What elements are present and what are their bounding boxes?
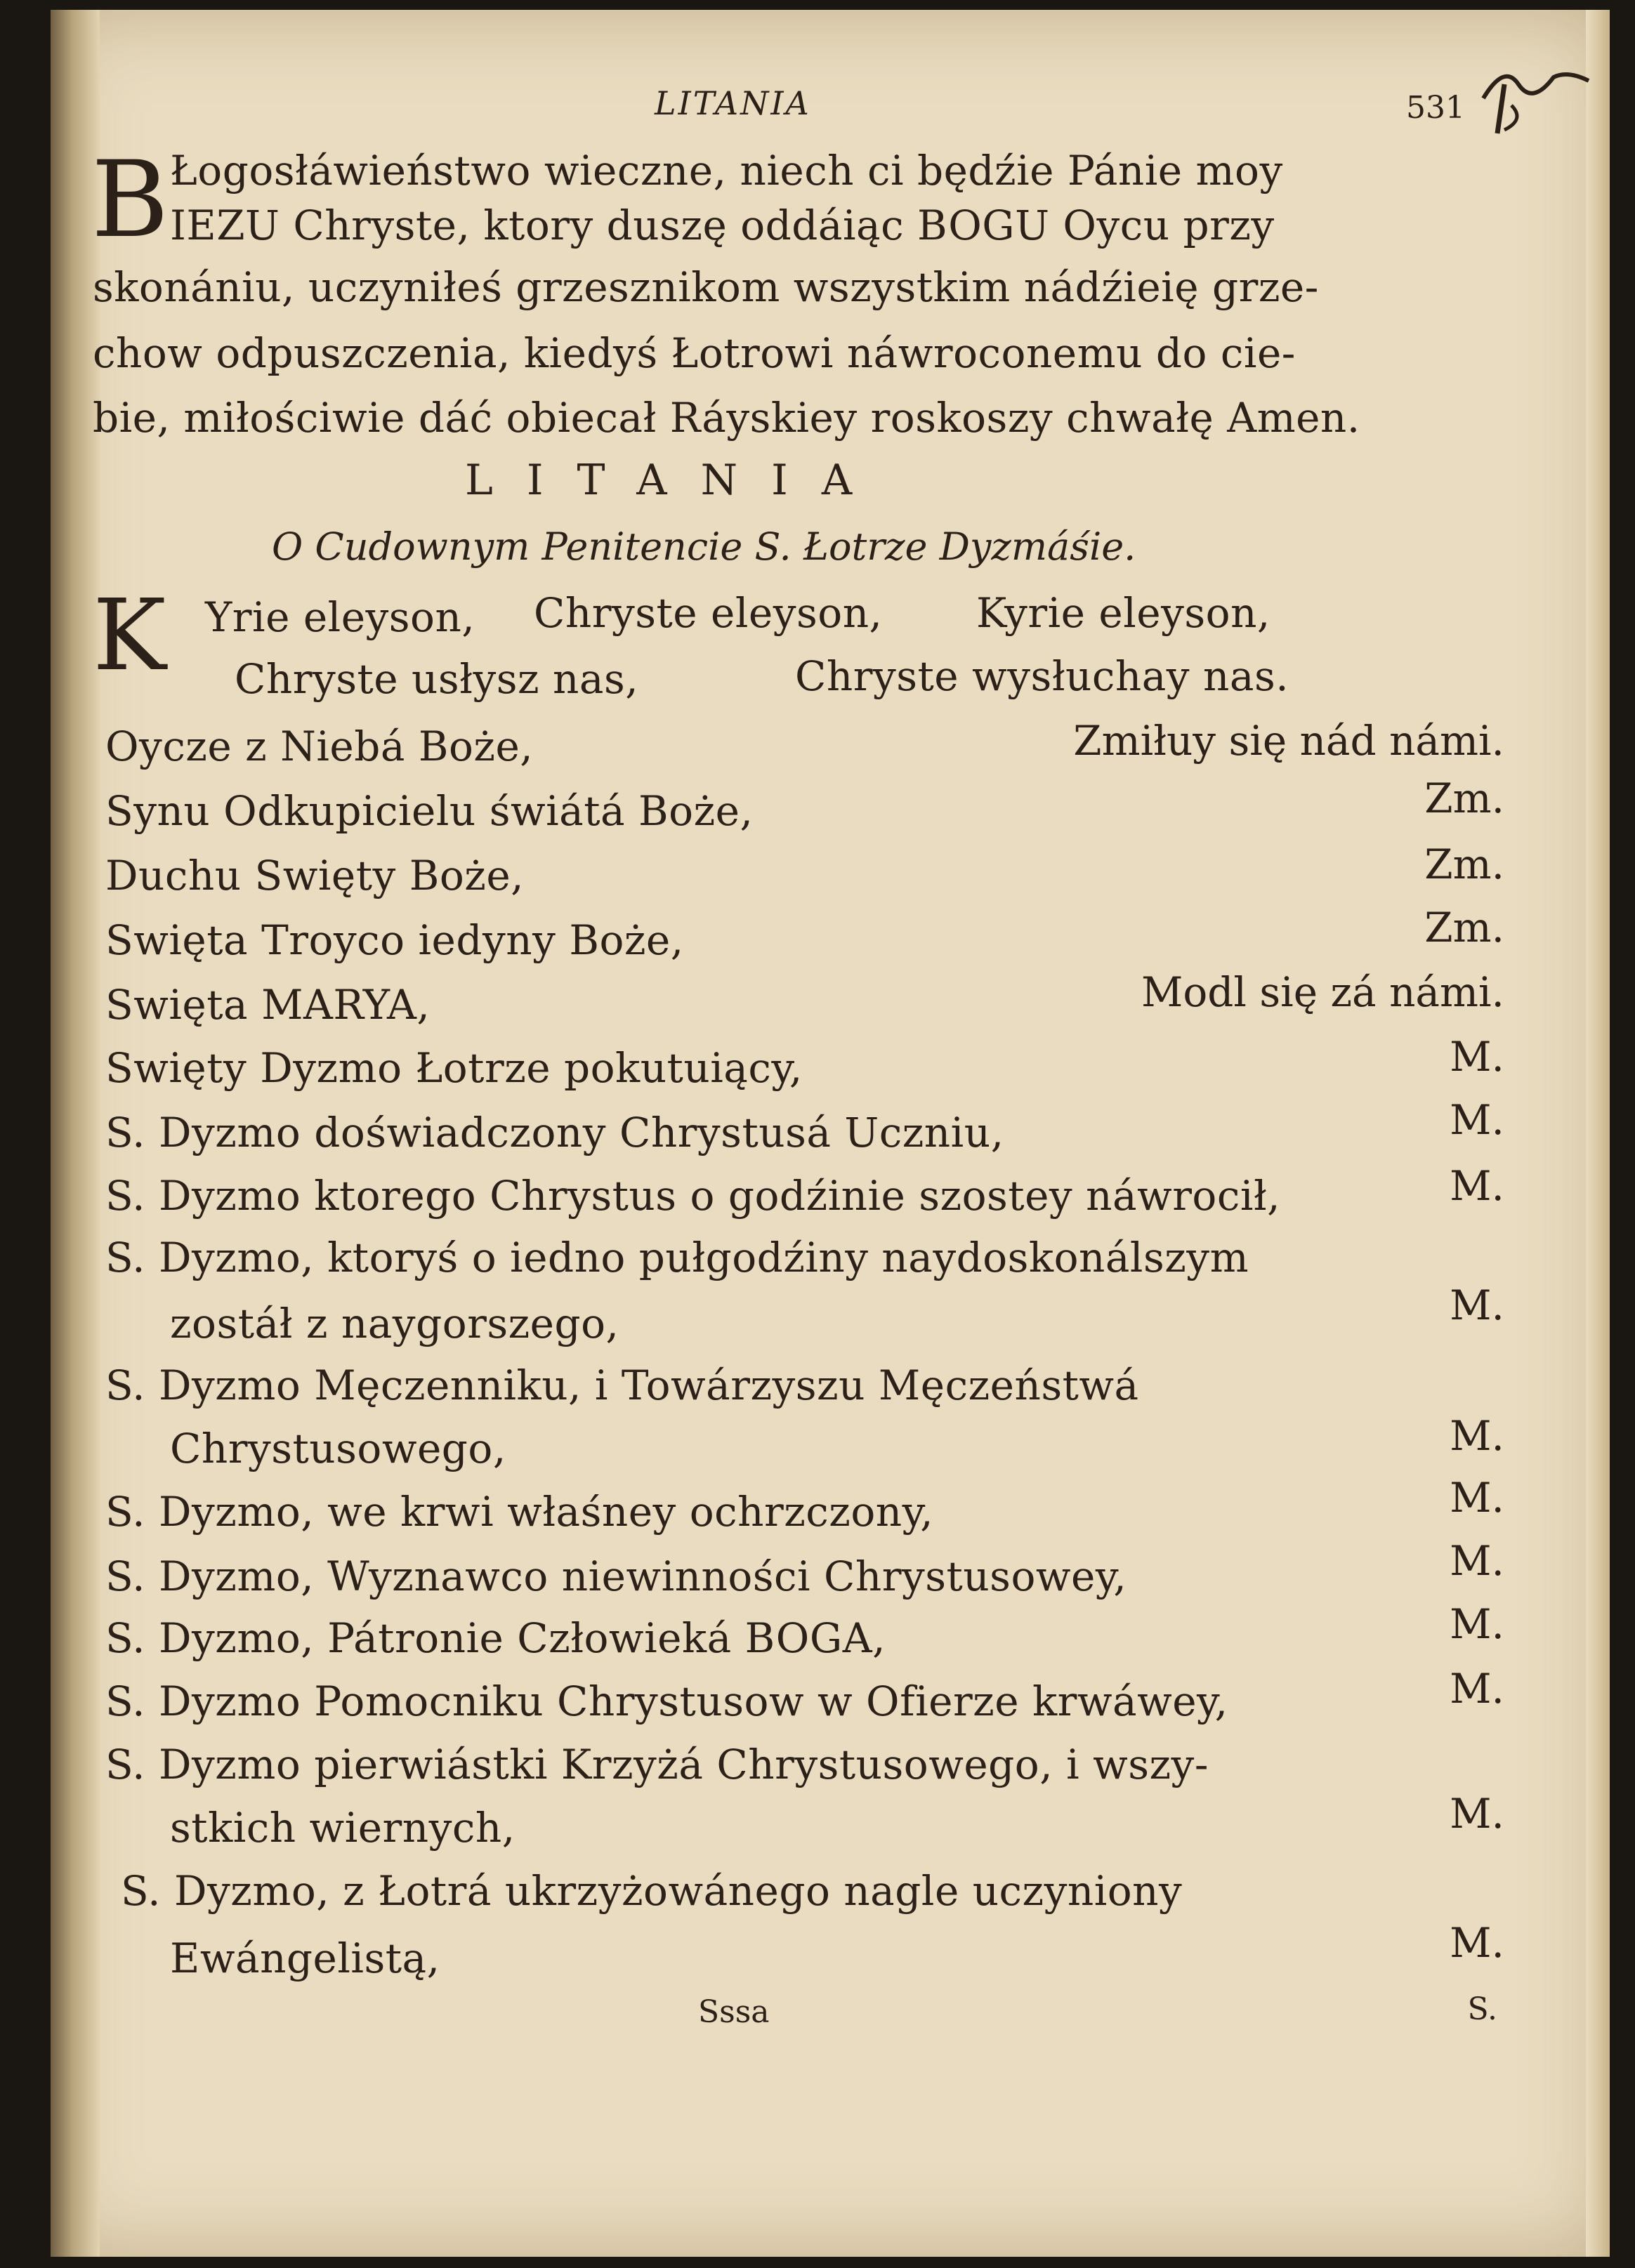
invocation-response: M. xyxy=(1450,1281,1504,1329)
invocation-response: M. xyxy=(1450,1096,1504,1144)
invocation-response: M. xyxy=(1450,1537,1504,1585)
invocation-response: Zmiłuy się nád námi. xyxy=(1073,717,1504,765)
invocation-response: Zm. xyxy=(1424,840,1504,888)
page-edge xyxy=(1586,10,1610,2257)
invocation-text: stkich wiernych, xyxy=(170,1804,516,1852)
invocation-response: M. xyxy=(1450,1162,1504,1210)
invocation-text: Swięta Troyco iedyny Boże, xyxy=(105,916,684,964)
invocation-text: S. Dyzmo Męczenniku, i Towárzyszu Męczeństwá xyxy=(105,1362,1139,1409)
invocation-text: Swięta MARYA, xyxy=(105,981,431,1029)
invocation-text: S. Dyzmo Pomocniku Chrystusow w Ofierze krwáwey, xyxy=(105,1677,1228,1725)
invocation-text: S. Dyzmo, z Łotrá ukrzyżowánego nagle uczyniony xyxy=(121,1867,1183,1915)
invocation-text: Chrystusowego, xyxy=(170,1425,506,1472)
litany-title: LITANIA xyxy=(465,456,886,505)
invocation-response: M. xyxy=(1450,1600,1504,1648)
signature-mark: Sssa xyxy=(698,1994,770,2030)
drop-cap-b: B xyxy=(91,139,169,261)
prayer-line: chow odpuszczenia, kiedyś Łotrowi náwroconemu do cie- xyxy=(93,329,1296,377)
invocation-text: Swięty Dyzmo Łotrze pokutuiący, xyxy=(105,1044,803,1092)
invocation-text: S. Dyzmo, ktoryś o iedno pułgodźiny naydoskonálszym xyxy=(105,1234,1249,1281)
invocation-text: S. Dyzmo doświadczony Chrystusá Uczniu, xyxy=(105,1109,1004,1156)
litany-subtitle: O Cudownym Penitencie S. Łotrze Dyzmáśie. xyxy=(272,525,1136,569)
invocation-text: Duchu Swięty Boże, xyxy=(105,852,525,899)
invocation-text: Ewángelistą, xyxy=(170,1934,440,1982)
kyrie-part: Yrie eleyson, xyxy=(205,593,475,641)
running-header: LITANIA xyxy=(655,84,811,122)
kyrie-part: Kyrie eleyson, xyxy=(976,589,1270,637)
invocation-text: S. Dyzmo, Wyznawco niewinności Chrystusowey, xyxy=(105,1552,1127,1600)
invocation-response: M. xyxy=(1450,1033,1504,1081)
kyrie-part: Chryste eleyson, xyxy=(534,589,883,637)
invocation-text: S. Dyzmo pierwiástki Krzyżá Chrystusowego, i wszy- xyxy=(105,1741,1209,1788)
drop-cap-k: K xyxy=(93,579,166,693)
invocation-text: S. Dyzmo ktorego Chrystus o godźinie szostey náwrocił, xyxy=(105,1172,1281,1220)
handwritten-mark-icon xyxy=(1476,56,1596,140)
invocation-response: M. xyxy=(1450,1790,1504,1838)
invocation-text: S. Dyzmo, we krwi właśney ochrzczony, xyxy=(105,1488,934,1536)
kyrie-part: Chryste wysłuchay nas. xyxy=(795,652,1289,700)
prayer-line: IEZU Chryste, ktory duszę oddáiąc BOGU Oycu przy xyxy=(170,202,1275,249)
prayer-line: Łogosłáwieństwo wieczne, niech ci będźie Pánie moy xyxy=(170,147,1283,195)
page-number: 531 xyxy=(1406,90,1465,126)
invocation-response: Zm. xyxy=(1424,904,1504,951)
invocation-response: M. xyxy=(1450,1665,1504,1713)
invocation-response: Modl się zá námi. xyxy=(1141,968,1504,1016)
invocation-text: zostáł z naygorszego, xyxy=(170,1300,619,1347)
invocation-response: M. xyxy=(1450,1412,1504,1460)
invocation-text: S. Dyzmo, Pátronie Człowieká BOGA, xyxy=(105,1614,886,1662)
book-page xyxy=(51,10,1610,2257)
prayer-line: skonániu, uczyniłeś grzesznikom wszystkim nádźieię grze- xyxy=(93,263,1319,311)
invocation-text: Synu Odkupicielu świátá Boże, xyxy=(105,787,754,835)
invocation-response: M. xyxy=(1450,1474,1504,1522)
prayer-line: bie, miłościwie dáć obiecał Ráyskiey roskoszy chwałę Amen. xyxy=(93,394,1360,442)
invocation-text: Oycze z Niebá Boże, xyxy=(105,723,534,770)
invocation-response: Zm. xyxy=(1424,774,1504,822)
kyrie-part: Chryste usłysz nas, xyxy=(235,655,639,703)
invocation-response: M. xyxy=(1450,1919,1504,1967)
catchword: S. xyxy=(1467,1991,1497,2027)
